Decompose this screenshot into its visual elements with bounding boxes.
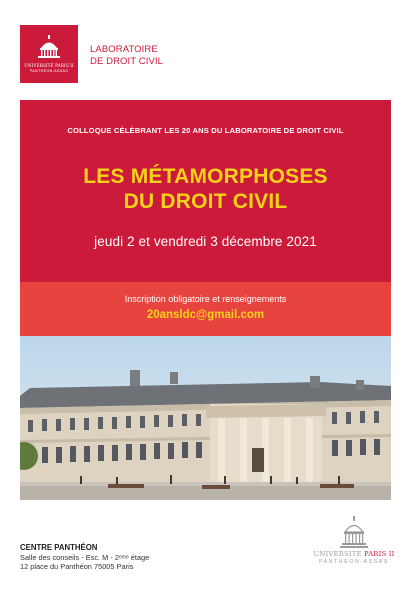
- pantheon-dome-icon: [34, 35, 64, 61]
- event-title-line2: DU DROIT CIVIL: [123, 190, 288, 213]
- event-overline: COLLOQUE CÉLÉBRANT LES 20 ANS DU LABORATOIRE DE DROIT CIVIL: [67, 126, 344, 135]
- footer-university-prefix: UNIVERSITÉ: [313, 550, 362, 558]
- event-dates: jeudi 2 et vendredi 3 décembre 2021: [94, 234, 317, 249]
- venue-address: 12 place du Panthéon 75005 Paris: [20, 562, 134, 572]
- event-title-line1: LES MÉTAMORPHOSES: [83, 165, 328, 188]
- logo-university-name: UNIVERSITÉ PARIS II: [24, 63, 74, 68]
- logo-university-subname: PANTHÉON-ASSAS: [29, 69, 69, 73]
- venue-info: [20, 543, 149, 572]
- event-banner: [20, 100, 391, 282]
- footer-university-subname: PANTHÉON-ASSAS: [319, 559, 389, 565]
- venue-name: CENTRE PANTHÉON: [20, 543, 98, 552]
- pantheon-dome-icon: [337, 516, 371, 550]
- contact-label: Inscription obligatoire et renseignements: [124, 294, 287, 304]
- venue-room: Salle des conseils - Esc. M - 2ᵉᵐᵉ étage: [20, 552, 150, 562]
- university-logo: [20, 25, 78, 83]
- pantheon-building-illustration: [20, 336, 391, 500]
- contact-banner: [20, 282, 391, 336]
- footer-university-name: [312, 550, 396, 558]
- event-title: [20, 164, 391, 214]
- footer-university-accent: PARIS II: [364, 550, 395, 558]
- footer-university-logo: [312, 516, 396, 582]
- lab-name: [90, 44, 163, 68]
- lab-name-line1: LABORATOIRE: [90, 44, 158, 55]
- building-photo: [20, 336, 391, 500]
- lab-name-line2: DE DROIT CIVIL: [90, 56, 164, 67]
- contact-email-link[interactable]: 20ansldc@gmail.com: [146, 309, 265, 321]
